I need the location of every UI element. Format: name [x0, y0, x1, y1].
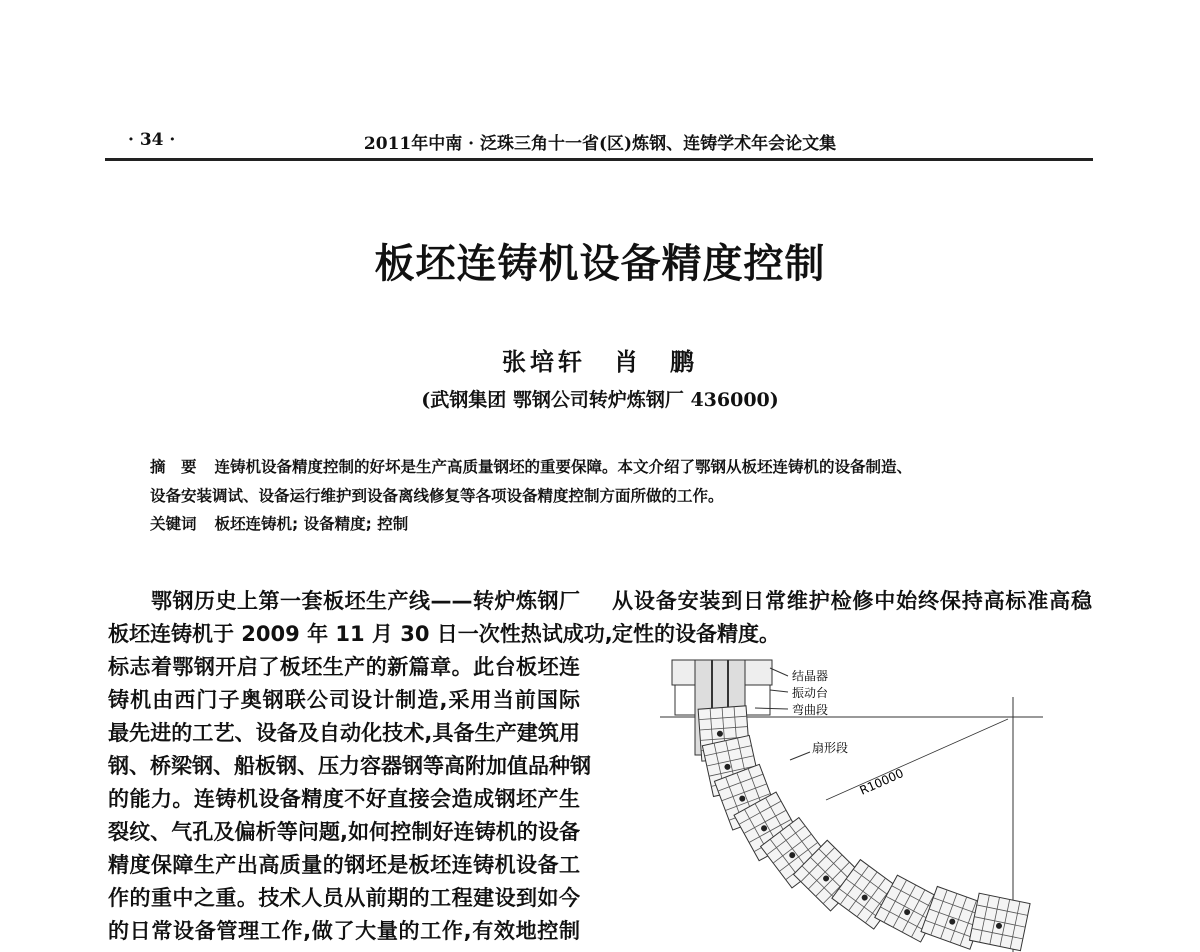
running-header: 2011年中南 · 泛珠三角十一省(区)炼钢、连铸学术年会论文集: [363, 134, 837, 154]
label-bender: 弯曲段: [792, 703, 829, 717]
body-line: 从设备安装到日常维护检修中始终保持高标准高稳: [612, 589, 1092, 613]
body-line: 定性的设备精度。: [612, 622, 780, 646]
body-line: 裂纹、气孔及偏析等问题,如何控制好连铸机的设备: [108, 820, 580, 844]
label-oscillator: 振动台: [792, 686, 829, 700]
caster-segment: [969, 893, 1030, 950]
body-line: 板坯连铸机于 2009 年 11 月 30 日一次性热试成功,: [108, 622, 613, 646]
body-line: 作的重中之重。技术人员从前期的工程建设到如今: [108, 886, 580, 910]
article-authors: 张培轩 肖 鹏: [502, 348, 698, 376]
body-line: 鄂钢历史上第一套板坯生产线——转炉炼钢厂: [108, 589, 580, 613]
body-line: 铸机由西门子奥钢联公司设计制造,采用当前国际: [108, 688, 580, 712]
body-line: 的能力。连铸机设备精度不好直接会造成钢坯产生: [108, 787, 580, 811]
keywords-label: 关键词: [150, 515, 197, 533]
article-title: 板坯连铸机设备精度控制: [374, 240, 826, 287]
abstract-label: 摘 要: [150, 458, 197, 476]
body-line: 标志着鄂钢开启了板坯生产的新篇章。此台板坯连: [108, 655, 580, 679]
abstract-text: 连铸机设备精度控制的好坏是生产高质量钢坯的重要保障。本文介绍了鄂钢从板坯连铸机的设备制造、: [214, 458, 913, 476]
segment-group: [698, 706, 1030, 951]
label-radius: R10000: [857, 766, 906, 798]
body-line: 最先进的工艺、设备及自动化技术,具备生产建筑用: [108, 721, 580, 745]
article-affiliation: (武钢集团 鄂钢公司转炉炼钢厂 436000): [421, 389, 779, 411]
page-number: · 34 ·: [128, 130, 176, 150]
abstract-text: 设备安装调试、设备运行维护到设备离线修复等各项设备精度控制方面所做的工作。: [150, 487, 724, 505]
radius-line: [826, 719, 1008, 800]
body-line: 精度保障生产出高质量的钢坯是板坯连铸机设备工: [108, 853, 580, 877]
label-segment: 扇形段: [812, 741, 849, 755]
body-line: 钢、桥梁钢、船板钢、压力容器钢等高附加值品种钢: [108, 754, 591, 778]
body-line: 的日常设备管理工作,做了大量的工作,有效地控制: [108, 919, 580, 943]
keywords-text: 板坯连铸机; 设备精度; 控制: [214, 515, 409, 533]
label-mold: 结晶器: [792, 669, 829, 683]
